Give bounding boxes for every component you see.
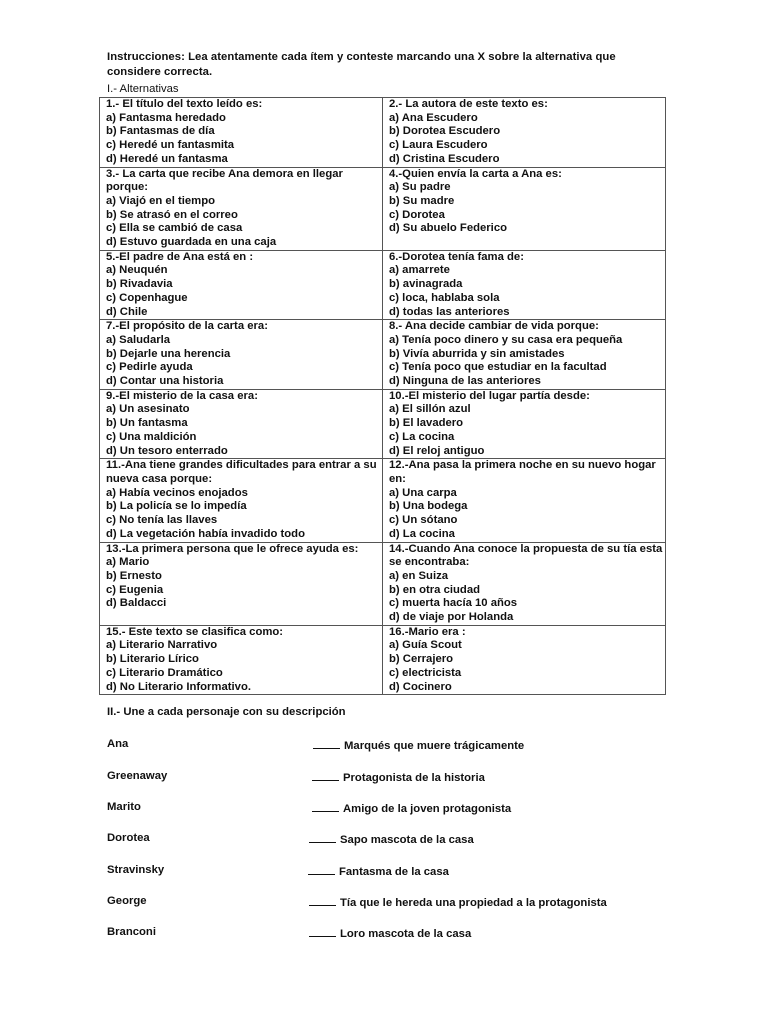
answer-option[interactable]: d) Un tesoro enterrado <box>106 444 228 457</box>
character-description <box>312 768 485 786</box>
answer-option[interactable]: c) La cocina <box>389 430 455 443</box>
character-name: Marito <box>107 801 141 813</box>
answer-option[interactable]: c) Literario Dramático <box>106 666 223 679</box>
answer-blank[interactable] <box>309 893 336 906</box>
answer-option[interactable]: b) Fantasmas de día <box>106 125 215 138</box>
answer-option[interactable]: d) Contar una historia <box>106 375 224 388</box>
answer-option[interactable]: d) Cocinero <box>389 680 452 693</box>
answer-option[interactable]: b) Una bodega <box>389 500 468 513</box>
answer-option[interactable]: a) Mario <box>106 556 150 569</box>
question-row <box>100 389 666 459</box>
answer-blank[interactable] <box>313 736 340 749</box>
description-text: Fantasma de la casa <box>339 866 449 878</box>
answer-option[interactable]: a) Su padre <box>389 181 451 194</box>
answer-option[interactable]: a) Literario Narrativo <box>106 639 218 652</box>
answer-option[interactable]: a) Guía Scout <box>389 639 462 652</box>
answer-option[interactable]: c) Copenhague <box>106 291 188 304</box>
answer-option[interactable]: d) Chile <box>106 305 148 318</box>
answer-option[interactable]: a) en Suiza <box>389 569 449 582</box>
question-stem: 13.-La primera persona que le ofrece ayuda es: <box>106 542 359 555</box>
description-text: Tía que le hereda una propiedad a la protagonista <box>340 897 607 909</box>
answer-option[interactable]: d) La vegetación había invadido todo <box>106 527 305 540</box>
answer-option[interactable]: b) Ernesto <box>106 569 162 582</box>
question-row <box>100 459 666 542</box>
answer-option[interactable]: c) Dorotea <box>389 208 445 221</box>
character-description <box>312 799 511 817</box>
question-14 <box>383 542 666 625</box>
answer-option[interactable]: a) El sillón azul <box>389 403 471 416</box>
character-name: George <box>107 895 147 907</box>
character-description <box>309 893 607 911</box>
description-text: Protagonista de la historia <box>343 772 485 784</box>
match-row <box>107 736 667 752</box>
answer-blank[interactable] <box>309 924 336 937</box>
match-row <box>107 924 667 940</box>
answer-option[interactable]: c) electricista <box>389 666 462 679</box>
answer-option[interactable]: d) de viaje por Holanda <box>389 611 514 624</box>
answer-option[interactable]: a) Ana Escudero <box>389 111 478 124</box>
answer-option[interactable]: c) Tenía poco que estudiar en la facultad <box>389 361 607 374</box>
answer-option[interactable]: b) Vivía aburrida y sin amistades <box>389 347 565 360</box>
question-11 <box>100 459 383 542</box>
answer-option[interactable]: c) Pedirle ayuda <box>106 361 193 374</box>
question-stem: 12.-Ana pasa la primera noche en su nuevo hogar en: <box>389 459 656 485</box>
answer-option[interactable]: a) Un asesinato <box>106 403 190 416</box>
answer-option[interactable]: d) Ninguna de las anteriores <box>389 375 541 388</box>
answer-option[interactable]: d) Heredé un fantasma <box>106 152 228 165</box>
section-1-title: I.- Alternativas <box>107 83 179 95</box>
character-description <box>313 736 524 754</box>
character-name: Stravinsky <box>107 864 165 876</box>
answer-blank[interactable] <box>312 768 339 781</box>
match-row <box>107 862 667 878</box>
description-text: Amigo de la joven protagonista <box>343 803 512 815</box>
question-2 <box>383 98 666 168</box>
answer-option[interactable]: a) Neuquén <box>106 264 168 277</box>
match-row <box>107 768 667 784</box>
question-row <box>100 542 666 625</box>
section-2-title: II.- Une a cada personaje con su descripción <box>107 706 346 718</box>
question-row <box>100 98 666 168</box>
question-stem: 4.-Quien envía la carta a Ana es: <box>389 167 562 180</box>
question-15 <box>100 625 383 695</box>
answer-blank[interactable] <box>309 830 336 843</box>
answer-option[interactable]: c) muerta hacía 10 años <box>389 597 518 610</box>
answer-option[interactable]: b) Dejarle una herencia <box>106 347 231 360</box>
character-name: Ana <box>107 738 129 750</box>
question-10 <box>383 389 666 459</box>
character-name: Dorotea <box>107 832 150 844</box>
match-row <box>107 799 667 815</box>
question-16 <box>383 625 666 695</box>
answer-option[interactable]: c) Laura Escudero <box>389 139 488 152</box>
question-6 <box>383 250 666 320</box>
answer-option[interactable]: a) Había vecinos enojados <box>106 486 248 499</box>
question-3 <box>100 167 383 250</box>
match-row <box>107 893 667 909</box>
character-name: Greenaway <box>107 770 168 782</box>
character-name: Branconi <box>107 926 156 938</box>
instructions: Instrucciones: Lea atentamente cada ítem y conteste marcando una X sobre la alternativa que considere correcta. <box>107 51 616 78</box>
answer-option[interactable]: b) Se atrasó en el correo <box>106 208 238 221</box>
question-7 <box>100 320 383 390</box>
question-stem: 5.-El padre de Ana está en : <box>106 250 254 263</box>
question-13 <box>100 542 383 625</box>
answer-option[interactable]: b) Cerrajero <box>389 653 454 666</box>
question-row <box>100 625 666 695</box>
question-row <box>100 167 666 250</box>
question-stem: 2.- La autora de este texto es: <box>389 98 548 110</box>
answer-option[interactable]: b) Dorotea Escudero <box>389 125 501 138</box>
question-stem: 11.-Ana tiene grandes dificultades para entrar a su nueva casa porque: <box>106 459 377 485</box>
question-stem: 14.-Cuando Ana conoce la propuesta de su tía esta se encontraba: <box>389 542 663 569</box>
answer-blank[interactable] <box>308 862 335 875</box>
description-text: Marqués que muere trágicamente <box>344 740 525 752</box>
answer-option[interactable]: c) Heredé un fantasmita <box>106 139 235 152</box>
question-1 <box>100 98 383 168</box>
description-text: Loro mascota de la casa <box>340 928 472 940</box>
answer-option[interactable]: b) Su madre <box>389 194 455 207</box>
answer-option[interactable]: a) Tenía poco dinero y su casa era pequeña <box>389 333 623 346</box>
question-stem: 3.- La carta que recibe Ana demora en llegar porque: <box>106 167 343 194</box>
character-description <box>309 924 471 942</box>
question-stem: 8.- Ana decide cambiar de vida porque: <box>389 320 599 333</box>
answer-option[interactable]: a) amarrete <box>389 264 450 277</box>
question-stem: 6.-Dorotea tenía fama de: <box>389 250 524 263</box>
question-stem: 16.-Mario era : <box>389 625 466 638</box>
answer-option[interactable]: b) avinagrada <box>389 278 463 291</box>
answer-option[interactable]: c) No tenía las llaves <box>106 514 218 527</box>
answer-option[interactable]: c) Eugenia <box>106 583 164 596</box>
question-stem: 10.-El misterio del lugar partía desde: <box>389 389 590 402</box>
answer-option[interactable]: a) Fantasma heredado <box>106 111 226 124</box>
question-9 <box>100 389 383 459</box>
character-description <box>309 830 474 848</box>
question-5 <box>100 250 383 320</box>
answer-option[interactable]: d) La cocina <box>389 527 455 540</box>
answer-option[interactable]: a) Una carpa <box>389 486 457 499</box>
answer-option[interactable]: b) El lavadero <box>389 417 464 430</box>
answer-option[interactable]: d) Baldacci <box>106 597 167 610</box>
description-text: Sapo mascota de la casa <box>340 834 474 846</box>
question-stem: 9.-El misterio de la casa era: <box>106 389 258 402</box>
answer-option[interactable]: a) Saludarla <box>106 333 171 346</box>
answer-option[interactable]: b) Literario Lírico <box>106 653 199 666</box>
question-12 <box>383 459 666 542</box>
character-description <box>308 862 449 880</box>
answer-option[interactable]: d) Estuvo guardada en una caja <box>106 236 277 249</box>
answer-option[interactable]: c) Una maldición <box>106 430 197 443</box>
question-row <box>100 320 666 390</box>
answer-option[interactable]: d) Su abuelo Federico <box>389 222 508 235</box>
answer-option[interactable]: b) Rivadavia <box>106 278 173 291</box>
question-stem: 7.-El propósito de la carta era: <box>106 320 268 333</box>
answer-option[interactable]: b) Un fantasma <box>106 417 188 430</box>
match-row <box>107 830 667 846</box>
answer-option[interactable]: c) loca, hablaba sola <box>389 291 500 304</box>
answer-option[interactable]: d) todas las anteriores <box>389 305 510 318</box>
question-stem: 1.- El título del texto leído es: <box>106 98 263 110</box>
question-stem: 15.- Este texto se clasifica como: <box>106 625 284 638</box>
answer-option[interactable]: b) La policía se lo impedía <box>106 500 247 513</box>
question-4 <box>383 167 666 250</box>
answer-option[interactable]: b) en otra ciudad <box>389 583 481 596</box>
answer-option[interactable]: c) Un sótano <box>389 514 458 527</box>
answer-option[interactable]: d) El reloj antiguo <box>389 444 485 457</box>
answer-blank[interactable] <box>312 799 339 812</box>
question-row <box>100 250 666 320</box>
question-8 <box>383 320 666 390</box>
answer-option[interactable]: a) Viajó en el tiempo <box>106 194 216 207</box>
alternatives-table <box>99 97 666 695</box>
answer-option[interactable]: c) Ella se cambió de casa <box>106 222 243 235</box>
answer-option[interactable]: d) Cristina Escudero <box>389 152 500 165</box>
answer-option[interactable]: d) No Literario Informativo. <box>106 680 251 693</box>
